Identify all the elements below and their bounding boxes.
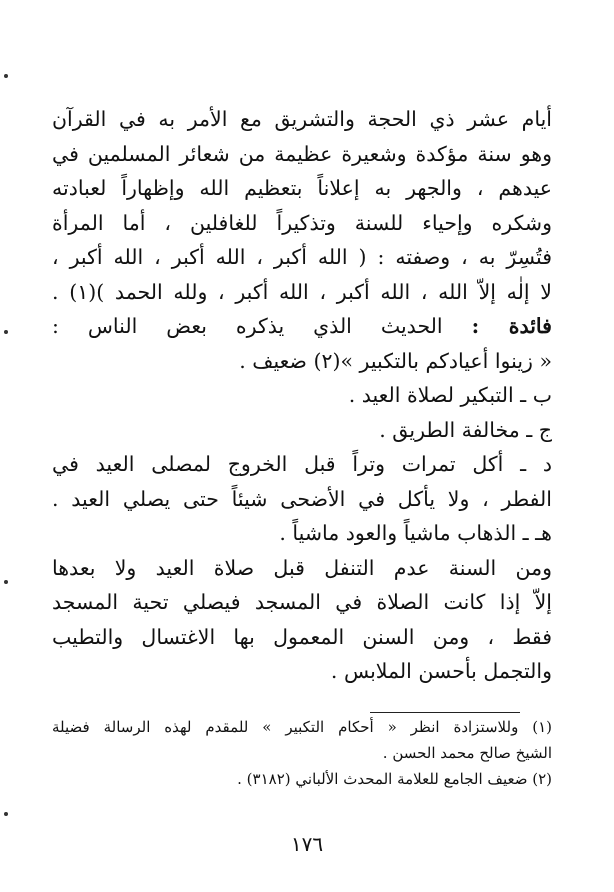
- scan-mark: [4, 330, 8, 334]
- footnote-line: (٢) ضعيف الجامع للعلامة المحدث الألباني (٣١٨٢) .: [237, 770, 552, 788]
- list-item: هـ ـ الذهاب ماشياً والعود ماشياً .: [279, 521, 552, 545]
- text-line: فقط ، ومن السنن المعمول بها الاغتسال والتطيب: [52, 624, 552, 649]
- text-line: « زينوا أعيادكم بالتكبير »(٢) ضعيف .: [239, 348, 552, 373]
- list-item: ج ـ مخالفة الطريق .: [379, 417, 552, 442]
- footnotes: [52, 714, 552, 792]
- footnote-line: الشيخ صالح محمد الحسن .: [382, 744, 552, 762]
- faida-line: [52, 309, 552, 344]
- faida-label: فائدة :: [471, 314, 552, 338]
- list-item: د ـ أكل تمرات وتراً قبل الخروج لمصلى العيد في: [52, 452, 552, 476]
- text-line: أيام عشر ذي الحجة والتشريق مع الأمر به في القرآن: [52, 107, 552, 131]
- text-line: عيدهم ، والجهر به إعلاناً بتعظيم الله وإظهاراً لعبادته: [52, 176, 552, 200]
- text-line: الفطر ، ولا يأكل في الأضحى شيئاً حتى يصلي العيد .: [52, 486, 552, 511]
- text-line: لا إلٰه إلاّ الله ، الله أكبر ، الله أكبر ، ولله الحمد )(١) .: [52, 279, 552, 304]
- list-item: ب ـ التبكير لصلاة العيد .: [348, 383, 552, 407]
- main-text: [52, 102, 552, 689]
- scan-mark: [4, 74, 8, 78]
- text-line: وشكره وإحياء للسنة وتذكيراً للغافلين ، أما المرأة: [52, 210, 552, 235]
- footnote-divider: [370, 712, 520, 713]
- scan-mark: [4, 580, 8, 584]
- page-number: ١٧٦: [290, 832, 324, 856]
- text-line: ومن السنة عدم التنفل قبل صلاة العيد ولا بعدها: [52, 555, 552, 580]
- faida-text: الحديث الذي يذكره بعض الناس :: [52, 314, 472, 338]
- text-line: والتجمل بأحسن الملابس .: [330, 659, 552, 683]
- footnote-line: (١) وللاستزادة انظر « أحكام التكبير » للمقدم لهذه الرسالة فضيلة: [52, 718, 552, 736]
- text-line: وهو سنة مؤكدة وشعيرة عظيمة من شعائر المسلمين في: [52, 141, 552, 166]
- scan-mark: [4, 812, 8, 816]
- text-line: فتُسِرّ به ، وصفته : ( الله أكبر ، الله أكبر ، الله أكبر ،: [52, 245, 552, 269]
- text-line: إلاّ إذا كانت الصلاة في المسجد فيصلي تحية المسجد: [52, 590, 552, 614]
